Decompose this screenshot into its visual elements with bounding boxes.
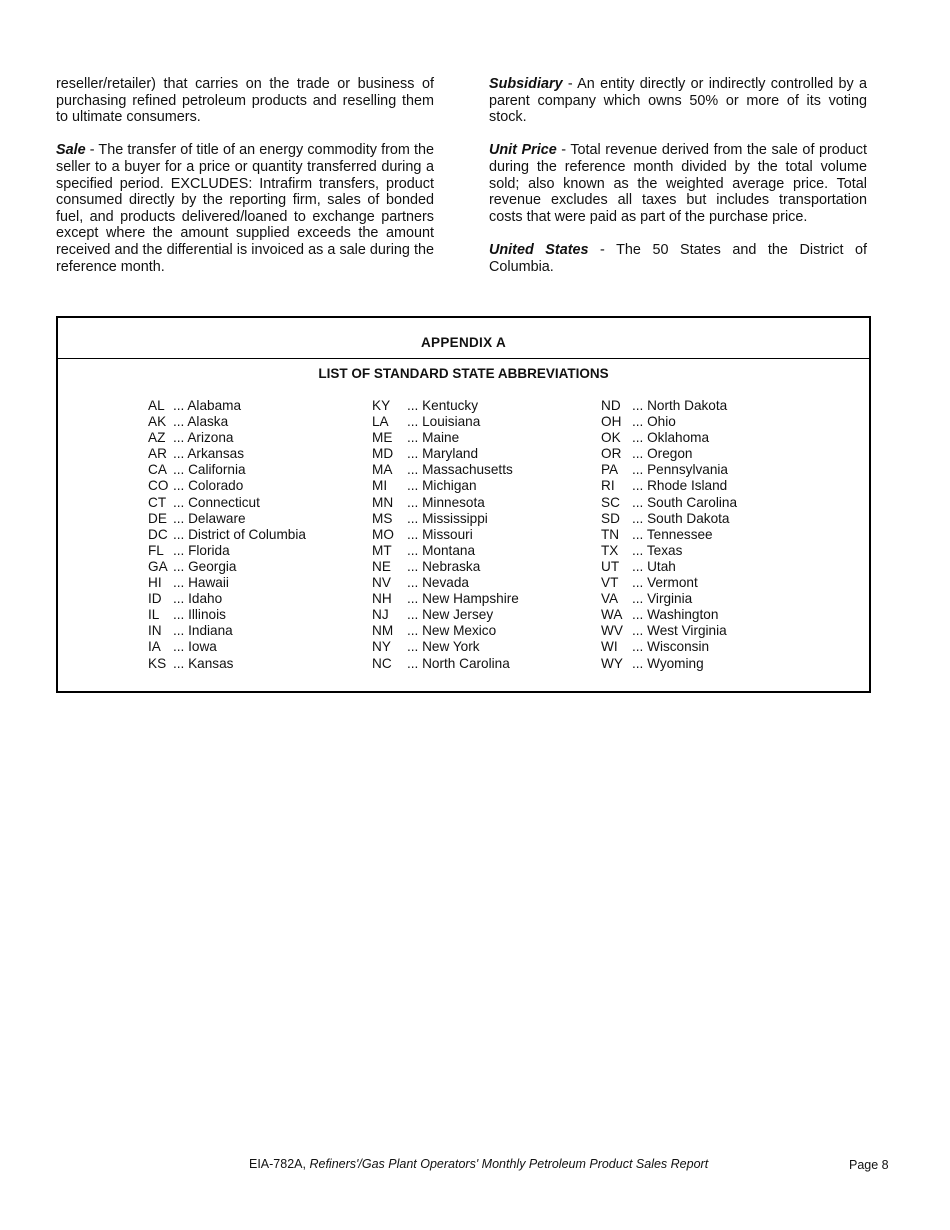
state-name: ... Hawaii — [173, 575, 229, 591]
state-name: ... Wisconsin — [632, 639, 710, 655]
state-abbreviation: VT — [601, 575, 619, 591]
state-abbreviation: WV — [601, 623, 623, 639]
state-name: ... Arizona — [173, 430, 234, 446]
state-abbreviation: OR — [601, 446, 622, 462]
state-abbreviation: OH — [601, 414, 622, 430]
state-row — [601, 575, 737, 591]
state-name: ... Florida — [173, 542, 230, 558]
term-united-states: United States — [489, 241, 589, 258]
state-name: ... Oklahoma — [632, 430, 710, 446]
state-row — [601, 607, 737, 623]
state-name: ... Mississippi — [407, 510, 488, 526]
state-abbreviation: CO — [148, 478, 169, 494]
state-abbreviation: MN — [372, 494, 394, 510]
footer-title: Refiners'/Gas Plant Operators' Monthly Petroleum Product Sales Report — [309, 1157, 709, 1171]
state-name: ... Vermont — [632, 575, 698, 591]
state-row — [372, 495, 519, 511]
state-abbreviation: MA — [372, 462, 393, 478]
page-number: Page 8 — [849, 1158, 889, 1172]
state-abbreviation: FL — [148, 542, 164, 558]
state-abbreviation: IA — [148, 639, 161, 655]
paragraph-united-states-definition — [489, 242, 867, 275]
state-row — [601, 495, 737, 511]
state-abbreviation: HI — [148, 575, 162, 591]
state-row — [601, 478, 737, 494]
state-abbreviation: MO — [372, 526, 394, 542]
state-row — [148, 559, 306, 575]
state-abbreviation: NC — [372, 655, 392, 671]
state-list-column-3 — [601, 398, 737, 672]
state-list-column-1 — [148, 398, 306, 672]
state-name: ... West Virginia — [632, 623, 727, 639]
state-name: ... Maryland — [407, 446, 479, 462]
state-row — [372, 559, 519, 575]
state-abbreviation: GA — [148, 558, 168, 574]
state-abbreviation: CT — [148, 494, 167, 510]
subsidiary-definition-text: - An entity directly or indirectly controlled by a parent company which owns 50% or more of its voting stock. — [489, 76, 867, 126]
state-list-column-2 — [372, 398, 519, 672]
state-abbreviation: AR — [148, 446, 167, 462]
state-abbreviation: DE — [148, 510, 167, 526]
state-abbreviation: MS — [372, 510, 393, 526]
state-name: ... Maine — [407, 430, 460, 446]
state-name: ... Minnesota — [407, 494, 485, 510]
term-subsidiary: Subsidiary — [489, 76, 563, 92]
appendix-a-box — [56, 316, 871, 693]
state-name: ... Idaho — [173, 591, 223, 607]
state-abbreviation: NE — [372, 558, 391, 574]
state-row — [372, 398, 519, 414]
state-abbreviation: UT — [601, 558, 620, 574]
state-abbreviation: MI — [372, 478, 388, 494]
state-name: ... Missouri — [407, 526, 473, 542]
state-name: ... Georgia — [173, 558, 237, 574]
state-row — [372, 478, 519, 494]
state-name: ... Ohio — [632, 414, 676, 430]
state-name: ... Montana — [407, 542, 476, 558]
state-name: ... District of Columbia — [173, 526, 306, 542]
state-name: ... Nevada — [407, 575, 469, 591]
state-row — [601, 623, 737, 639]
state-row — [372, 527, 519, 543]
state-row — [148, 414, 306, 430]
state-name: ... Massachusetts — [407, 462, 513, 478]
state-row — [372, 607, 519, 623]
state-name: ... Illinois — [173, 607, 226, 623]
state-row — [372, 414, 519, 430]
state-row — [148, 543, 306, 559]
term-unit-price: Unit Price — [489, 142, 557, 159]
state-row — [601, 591, 737, 607]
state-row — [372, 591, 519, 607]
state-name: ... Rhode Island — [632, 478, 728, 494]
state-row — [148, 639, 306, 655]
state-abbreviation: KS — [148, 655, 167, 671]
state-abbreviation: ME — [372, 430, 393, 446]
state-row — [372, 656, 519, 672]
state-name: ... South Dakota — [632, 510, 730, 526]
state-name: ... South Carolina — [632, 494, 738, 510]
united-states-definition-text: - The 50 States and the District of Columbia. — [489, 241, 867, 275]
state-name: ... Michigan — [407, 478, 477, 494]
state-row — [148, 527, 306, 543]
state-row — [372, 430, 519, 446]
state-row — [148, 398, 306, 414]
appendix-subtitle: LIST OF STANDARD STATE ABBREVIATIONS — [318, 366, 609, 381]
state-row — [148, 495, 306, 511]
state-row — [372, 623, 519, 639]
appendix-title: APPENDIX A — [420, 335, 506, 350]
state-abbreviation: AZ — [148, 430, 166, 446]
state-name: ... Tennessee — [632, 526, 713, 542]
state-row — [148, 430, 306, 446]
state-abbreviation: WA — [601, 607, 623, 623]
state-row — [601, 511, 737, 527]
state-name: ... Iowa — [173, 639, 217, 655]
paragraph-subsidiary-definition — [489, 76, 867, 126]
state-row — [601, 398, 737, 414]
state-row — [372, 543, 519, 559]
right-text-column — [489, 76, 867, 292]
state-abbreviation: LA — [372, 414, 389, 430]
appendix-header — [58, 318, 869, 359]
state-name: ... Connecticut — [173, 494, 260, 510]
state-name: ... Kentucky — [407, 398, 479, 413]
state-row — [148, 462, 306, 478]
state-name: ... Alabama — [173, 398, 242, 413]
footer-form-number: EIA-782A, — [249, 1157, 306, 1171]
paragraph-reseller-continuation: reseller/retailer) that carries on the trade or business of purchasing refined petroleum products and reselling them to ultimate consumers. — [56, 76, 434, 126]
state-name: ... Virginia — [632, 591, 693, 607]
state-name: ... Wyoming — [632, 655, 704, 671]
state-abbreviation: ND — [601, 398, 621, 413]
state-abbreviation: ID — [148, 591, 162, 607]
state-name: ... Washington — [632, 607, 719, 623]
state-abbreviation: AK — [148, 414, 167, 430]
state-abbreviation: CA — [148, 462, 167, 478]
state-row — [601, 446, 737, 462]
state-abbreviation: NY — [372, 639, 391, 655]
paragraph-unit-price-definition — [489, 142, 867, 225]
state-row — [148, 591, 306, 607]
state-abbreviation: IL — [148, 607, 160, 623]
state-abbreviation: TX — [601, 542, 619, 558]
state-name: ... Colorado — [173, 478, 244, 494]
state-abbreviation: AL — [148, 398, 165, 413]
state-row — [148, 607, 306, 623]
state-row — [601, 430, 737, 446]
state-row — [148, 575, 306, 591]
state-name: ... Arkansas — [173, 446, 245, 462]
term-sale: Sale — [56, 142, 86, 159]
state-abbreviation: WI — [601, 639, 618, 655]
state-name: ... Utah — [632, 558, 676, 574]
state-abbreviation: WY — [601, 655, 623, 671]
state-abbreviation: NV — [372, 575, 391, 591]
state-name: ... North Carolina — [407, 655, 510, 671]
state-name: ... New Mexico — [407, 623, 497, 639]
footer-report-title — [249, 1157, 708, 1171]
state-name: ... Pennsylvania — [632, 462, 728, 478]
sale-definition-text: - The transfer of title of an energy commodity from the seller to a buyer for a price or quantity transferred during a specified period. EXCLUDES: Intrafirm transfers, product consumed directly by the reporting firm, sales of bonded fuel, and products delivered/loaned to exchange partners except where the amount supplied exceeds the amount received and the differential is invoiced as a sale during the reference month. — [56, 142, 434, 275]
state-row — [372, 575, 519, 591]
state-abbreviation: NJ — [372, 607, 389, 623]
state-row — [372, 462, 519, 478]
state-abbreviation: TN — [601, 526, 620, 542]
state-name: ... Texas — [632, 542, 683, 558]
state-name: ... Alaska — [173, 414, 229, 430]
unit-price-definition-text: - Total revenue derived from the sale of product during the reference month divided by the total volume sold; also known as the weighted average price. Total revenue excludes all taxes but includes transportation costs that were paid as part of the purchase price. — [489, 142, 867, 225]
state-name: ... New Jersey — [407, 607, 494, 623]
state-abbreviation: NH — [372, 591, 392, 607]
state-row — [601, 656, 737, 672]
state-row — [601, 527, 737, 543]
state-name: ... Oregon — [632, 446, 693, 462]
left-text-column — [56, 76, 434, 292]
state-name: ... Nebraska — [407, 558, 481, 574]
state-abbreviation: PA — [601, 462, 619, 478]
state-name: ... Indiana — [173, 623, 233, 639]
state-row — [148, 623, 306, 639]
state-row — [601, 462, 737, 478]
state-abbreviation: SC — [601, 494, 620, 510]
state-name: ... New York — [407, 639, 480, 655]
state-name: ... California — [173, 462, 246, 478]
state-name: ... Kansas — [173, 655, 234, 671]
state-abbreviation: OK — [601, 430, 621, 446]
state-abbreviation: SD — [601, 510, 620, 526]
state-abbreviation: MT — [372, 542, 392, 558]
paragraph-sale-definition — [56, 142, 434, 275]
state-abbreviation: KY — [372, 398, 391, 413]
state-row — [148, 511, 306, 527]
state-row — [148, 478, 306, 494]
state-row — [601, 543, 737, 559]
state-row — [601, 414, 737, 430]
state-abbreviation: IN — [148, 623, 162, 639]
state-name: ... New Hampshire — [407, 591, 519, 607]
state-abbreviation: MD — [372, 446, 394, 462]
state-row — [148, 656, 306, 672]
state-name: ... Louisiana — [407, 414, 481, 430]
state-name: ... Delaware — [173, 510, 246, 526]
state-row — [372, 446, 519, 462]
state-abbreviation: NM — [372, 623, 394, 639]
state-row — [372, 511, 519, 527]
state-abbreviation: VA — [601, 591, 619, 607]
state-row — [601, 639, 737, 655]
state-row — [372, 639, 519, 655]
state-name: ... North Dakota — [632, 398, 728, 413]
state-abbreviation: DC — [148, 526, 168, 542]
state-row — [601, 559, 737, 575]
state-abbreviation: RI — [601, 478, 615, 494]
state-row — [148, 446, 306, 462]
